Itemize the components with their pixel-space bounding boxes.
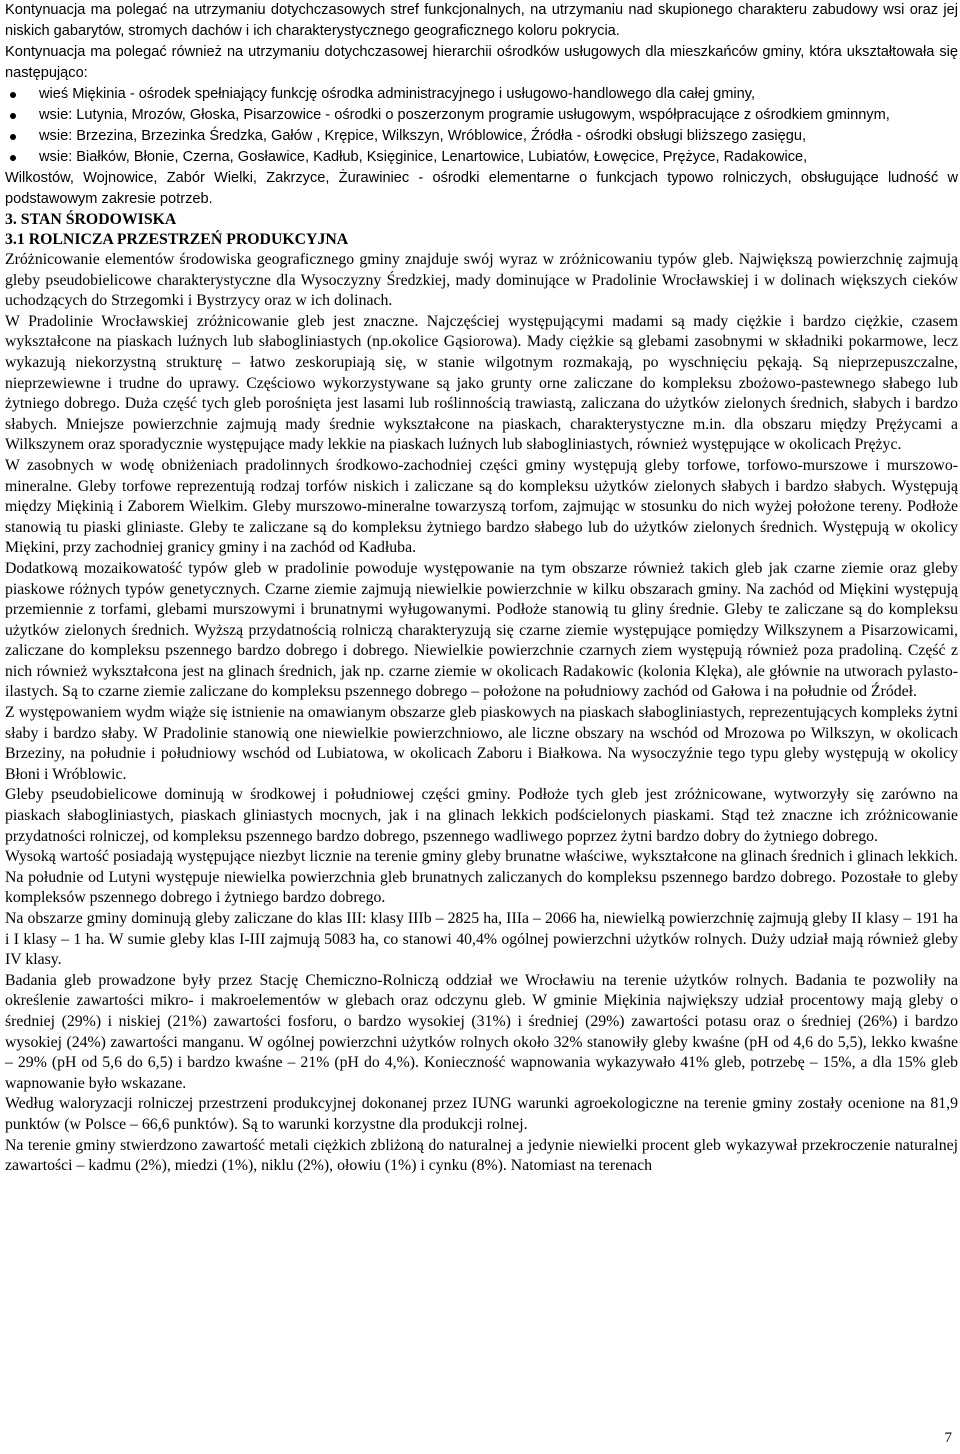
list-item: wieś Miękinia - ośrodek spełniający funkcję ośrodka administracyjnego i usługowo-handlowego dla całej gminy, <box>5 84 958 105</box>
body-paragraph: Wysoką wartość posiadają występujące niezbyt licznie na terenie gminy gleby brunatne właściwe, wykształcone na glinach średnich i glinach lekkich. Na południe od Lutyni występuje niewielka powierzchnia gleb brunatnych zaliczanych do kompleksu pszennego bardzo dobrego. Pozostałe to gleby kompleksów pszennego dobrego i żytniego bardzo dobrego. <box>5 848 958 907</box>
intro-paragraph-1: Kontynuacja ma polegać na utrzymaniu dotychczasowych stref funkcjonalnych, na utrzymaniu nad skupionego charakteru zabudowy wsi oraz jej niskich gabarytów, stromych dachów i ich charakterystycznego geograficznego koloru pokrycia. <box>5 2 958 39</box>
list-item: wsie: Białków, Błonie, Czerna, Gosławice, Kadłub, Księginice, Lenartowice, Lubiatów, Łowęcice, Prężyce, Radakowice, <box>5 147 958 168</box>
section-body <box>5 250 958 1177</box>
body-paragraph: Dodatkową mozaikowatość typów gleb w pradolinie powoduje występowanie na tym obszarze również takich gleb jak czarne ziemie oraz gleby piaskowe różnych typów genetycznych. Czarne ziemie zajmują niewielkie powierzchnie w kilku obszarach gminy. Na zachód od Miękini występują przemiennie z torfami, glebami murszowymi i brunatnymi wyługowanymi. Podłoże stanowią tu gliny średnie. Gleby te zaliczane są do kompleksu użytków zielonych średnich. Wyższą przydatnością rolniczą charakteryzują się czarne ziemie występujące pomiędzy Wilkszynem a Pisarzowicami, zaliczane do kompleksu pszennego bardzo dobrego i dobrego. Niewielkie powierzchnie czarnych ziem występują również poza pradoliną. Część z nich również wykształcona jest na glinach średnich, jak np. czarne ziemie w okolicach Radakowic (kolonia Klęka), ale głównie na utworach pylasto-ilastych. Są to czarne ziemie zaliczane do kompleksu pszennego dobrego – położone na południowy zachód od Gałowa i na południe od Źródeł. <box>5 559 958 701</box>
body-paragraph: Według waloryzacji rolniczej przestrzeni produkcyjnej dokonanej przez IUNG warunki agroekologiczne na terenie gminy zostały ocenione na 81,9 punktów (w Polsce – 66,6 punktów). Są to warunki korzystne dla produkcji rolnej. <box>5 1095 958 1133</box>
body-paragraph: Z występowaniem wydm wiąże się istnienie na omawianym obszarze gleb piaskowych na piaskach słabogliniastych, reprezentujących kompleks żytni słaby i bardzo słaby. W Pradolinie stanowią one niewielkie powierzchniowo, ale liczne obszary na wschód od Mrozowa po Wilkszyn, w okolicach Brzeziny, na południe i południowy wschód od Lubiatowa, w okolicach Zaboru i Białkowa. Na wysoczyźnie tego typu gleby występują w okolicy Błoni i Wróblowic. <box>5 704 958 783</box>
list-continuation: Wilkostów, Wojnowice, Zabór Wielki, Zakrzyce, Żurawiniec - ośrodki elementarne o funkcjach typowo rolniczych, obsługujące ludność w podstawowym zakresie potrzeb. <box>5 170 958 207</box>
body-paragraph: Na obszarze gminy dominują gleby zaliczane do klas III: klasy IIIb – 2825 ha, IIIa – 2066 ha, niewielką powierzchnię zajmują gleby II klasy – 191 ha i I klasy – 1 ha. W sumie gleby klas I-III zajmują 5083 ha, co stanowi 40,4% ogólnej powierzchni użytków rolnych. Duży udział mają również gleby IV klasy. <box>5 910 958 969</box>
body-paragraph: Na terenie gminy stwierdzono zawartość metali ciężkich zbliżoną do naturalnej a jedynie niewielki procent gleb wykazywał przekroczenie naturalnej zawartości – kadmu (2%), miedzi (1%), niklu (2%), ołowiu (1%) i cynku (8%). Natomiast na terenach <box>5 1136 958 1175</box>
intro-block <box>5 0 958 210</box>
list-item: wsie: Brzezina, Brzezinka Średzka, Gałów , Krępice, Wilkszyn, Wróblowice, Źródła - ośrodki obsługi bliższego zasięgu, <box>5 126 958 147</box>
service-centers-list <box>5 84 958 168</box>
subsection-heading: 3.1 ROLNICZA PRZESTRZEŃ PRODUKCYJNA <box>5 231 349 248</box>
section-heading: 3. STAN ŚRODOWISKA <box>5 211 177 228</box>
body-paragraph: W Pradolinie Wrocławskiej zróżnicowanie gleb jest znaczne. Najczęściej występującymi madami są mady ciężkie i bardzo ciężkie, czasem wykształcone na piaskach luźnych lub słabogliniastych (np.okolice Gąsiorowa). Mady ciężkie są glebami zasobnymi w składniki pokarmowe, lecz wykazują niekorzystną strukturę – łatwo zeskorupiają się, w stanie wilgotnym rozmakają, po wyschnięciu pękają. Są nieprzepuszczalne, nieprzewiewne i trudne do uprawy. Częściowo wykorzystywane są jako grunty orne zaliczane do kompleksu zbożowo-pastewnego słabego lub żytniego dobrego. Duża część tych gleb porośnięta jest lasami lub roślinnością trawiastą, zaliczana do użytków zielonych średnich, słabych i bardzo słabych. Mniejsze powierzchnie zajmują mady średnie wykształcone na piaskach, charakterystyczne m.in. dla obszaru między Prężycami a Wilkszynem oraz sporadycznie występujące mady lekkie na piaskach luźnych lub słabogliniastych, również występujące w okolicach Prężyc. <box>5 312 958 454</box>
page-number: 7 <box>944 1430 952 1446</box>
intro-paragraph-2: Kontynuacja ma polegać również na utrzymaniu dotychczasowej hierarchii ośrodków usługowych dla mieszkańców gminy, która ukształtowała się następująco: <box>5 44 958 81</box>
body-paragraph: Badania gleb prowadzone były przez Stację Chemiczno-Rolniczą oddział we Wrocławiu na terenie użytków rolnych. Badania te pozwoliły na określenie zawartości mikro- i makroelementów w glebach oraz odczynu gleb. W gminie Miękinia największy udział procentowy mają gleby o średniej (29%) i niskiej (21%) zawartości fosforu, o bardzo wysokiej (31%) i średniej (29%) zawartości potasu oraz o średniej (26%) i bardzo wysokiej (24%) zawartości manganu. W ogólnej powierzchni użytków rolnych około 32% stanowiły gleby kwaśne (pH od 4,6 do 5,5), lekko kwaśne – 29% (pH od 5,6 do 6,5) i bardzo kwaśne – 21% (pH do 4,%). Konieczność wapnowania wykazywało 41% gleb, potrzebę – 15%, a dla 15% gleb wapnowanie było wskazane. <box>5 971 958 1092</box>
list-item: wsie: Lutynia, Mrozów, Głoska, Pisarzowice - ośrodki o poszerzonym programie usługowym, współpracujące z ośrodkiem gminnym, <box>5 105 958 126</box>
body-paragraph: W zasobnych w wodę obniżeniach pradolinnych środkowo-zachodniej części gminy występują gleby torfowe, torfowo-murszowe i murszowo-mineralne. Gleby torfowe reprezentują rodzaj torfów niskich i zaliczane są do kompleksu użytków zielonych słabych i bardzo słabych. Występują między Miękinią i Zaborem Wielkim. Gleby murszowo-mineralne towarzyszą torfom, zajmując w stosunku do nich wyżej położone tereny. Podłoże stanowią tu piaski gliniaste. Gleby te zaliczane są do kompleksu żytniego bardzo słabego lub do użytków zielonych średnich. Występują w okolicy Miękini, przy zachodniej granicy gminy i na zachód od Kadłuba. <box>5 456 958 557</box>
body-paragraph: Gleby pseudobielicowe dominują w środkowej i południowej części gminy. Podłoże tych gleb jest zróżnicowane, wytworzyły się zarówno na piaskach słabogliniastych, piaskach gliniastych mocnych, jak i na glinach lekkich podścielonych piaskami. Stąd też znaczne ich zróżnicowanie przydatności rolniczej, od kompleksu pszennego bardzo dobrego, pszennego wadliwego poprzez żytni bardzo dobry do żytniego dobrego. <box>5 786 958 845</box>
body-paragraph: Zróżnicowanie elementów środowiska geograficznego gminy znajduje swój wyraz w zróżnicowaniu typów gleb. Największą powierzchnię zajmują gleby pseudobielicowe charakterystyczne dla Wysoczyzny Średzkiej, mady dominujące w Pradolinie Wrocławskiej i w dolinach większych cieków uchodzących do Strzegomki i Bystrzycy oraz w ich dolinach. <box>5 251 958 310</box>
